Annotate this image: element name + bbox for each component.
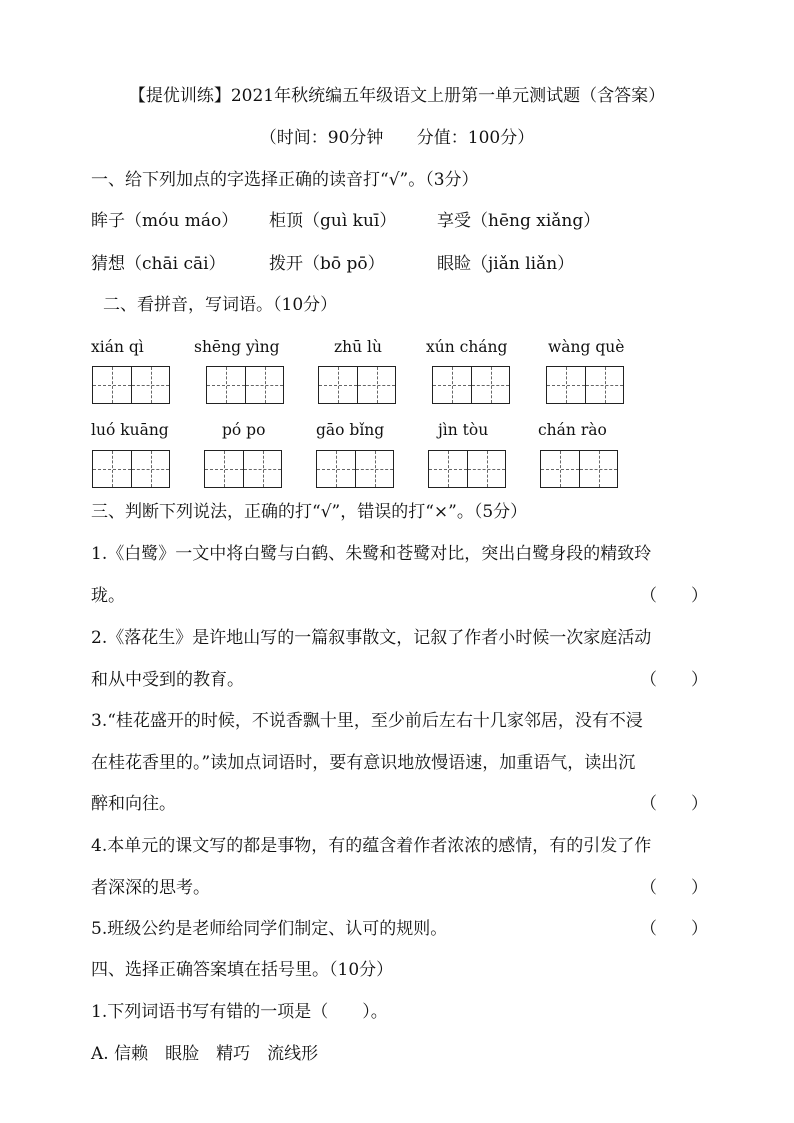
choice-item: 拨开（bō pō） [269,254,385,274]
writing-grid[interactable] [540,450,618,488]
choice-item: 眸子（móu máo） [91,211,239,231]
choice-item: 眼睑（jiǎn liǎn） [437,254,575,274]
total-score: 分值：100分） [416,128,535,148]
section1-heading: 一、给下列加点的字选择正确的读音打“√”。（3分） [91,170,479,190]
pinyin-label: pó po [222,421,266,439]
pinyin-label: luó kuāng [91,421,169,439]
pinyin-label: jìn tòu [438,421,489,439]
pinyin-label: xún cháng [426,338,508,356]
choice-item: 猜想（chāi cāi） [91,254,226,274]
judgement-item-line: 2.《落花生》是许地山写的一篇叙事散文，记叙了作者小时候一次家庭活动 [91,628,652,648]
page-subtitle [0,130,794,147]
choice-item: 享受（hēng xiǎng） [437,211,601,231]
pinyin-label: shēng yìng [194,338,280,356]
judgement-item-line: 1.《白鹭》一文中将白鹭与白鹤、朱鹭和苍鹭对比，突出白鹭身段的精致玲 [91,544,652,564]
choice-item: 柜顶（guì kuī） [269,211,397,231]
writing-grid[interactable] [206,366,284,404]
writing-grid[interactable] [432,366,510,404]
section4-heading: 四、选择正确答案填在括号里。（10分） [91,960,394,980]
answer-parentheses[interactable]: （ ） [640,919,708,939]
answer-parentheses[interactable]: （ ） [640,794,708,814]
judgement-item-line: 和从中受到的教育。 [91,670,244,690]
section3-heading: 三、判断下列说法，正确的打“√”，错误的打“×”。（5分） [91,502,528,522]
writing-grid[interactable] [316,450,394,488]
pinyin-label: zhū lù [334,338,382,356]
section2-heading: 二、看拼音，写词语。（10分） [103,295,338,315]
writing-grid[interactable] [92,450,170,488]
judgement-item-line: 醉和向往。 [91,794,176,814]
writing-grid[interactable] [92,366,170,404]
time-limit: （时间：90分钟 [259,128,384,148]
pinyin-label: chán rào [538,421,607,439]
judgement-item-line: 5.班级公约是老师给同学们制定、认可的规则。 [91,919,448,939]
page-title: 【提优训练】2021年秋统编五年级语文上册第一单元测试题（含答案） [128,86,666,106]
answer-parentheses[interactable]: （ ） [640,670,708,690]
pinyin-label: xián qì [91,338,144,356]
pinyin-label: gāo bǐng [316,421,385,439]
writing-grid[interactable] [546,366,624,404]
answer-parentheses[interactable]: （ ） [640,586,708,606]
option-a: A. 信赖 眼脸 精巧 流线形 [91,1044,319,1064]
judgement-item-line: 在桂花香里的。”读加点词语时，要有意识地放慢语速，加重语气，读出沉 [91,753,636,773]
question-1: 1.下列词语书写有错的一项是（ ）。 [91,1002,388,1022]
judgement-item-line: 3.“桂花盛开的时候，不说香飘十里，至少前后左右十几家邻居，没有不浸 [91,711,643,731]
judgement-item-line: 者深深的思考。 [91,878,210,898]
writing-grid[interactable] [428,450,506,488]
judgement-item-line: 4.本单元的课文写的都是事物，有的蕴含着作者浓浓的感情，有的引发了作 [91,836,652,856]
writing-grid[interactable] [318,366,396,404]
answer-parentheses[interactable]: （ ） [640,878,708,898]
writing-grid[interactable] [204,450,282,488]
judgement-item-line: 珑。 [91,586,125,606]
pinyin-label: wàng què [548,338,625,356]
